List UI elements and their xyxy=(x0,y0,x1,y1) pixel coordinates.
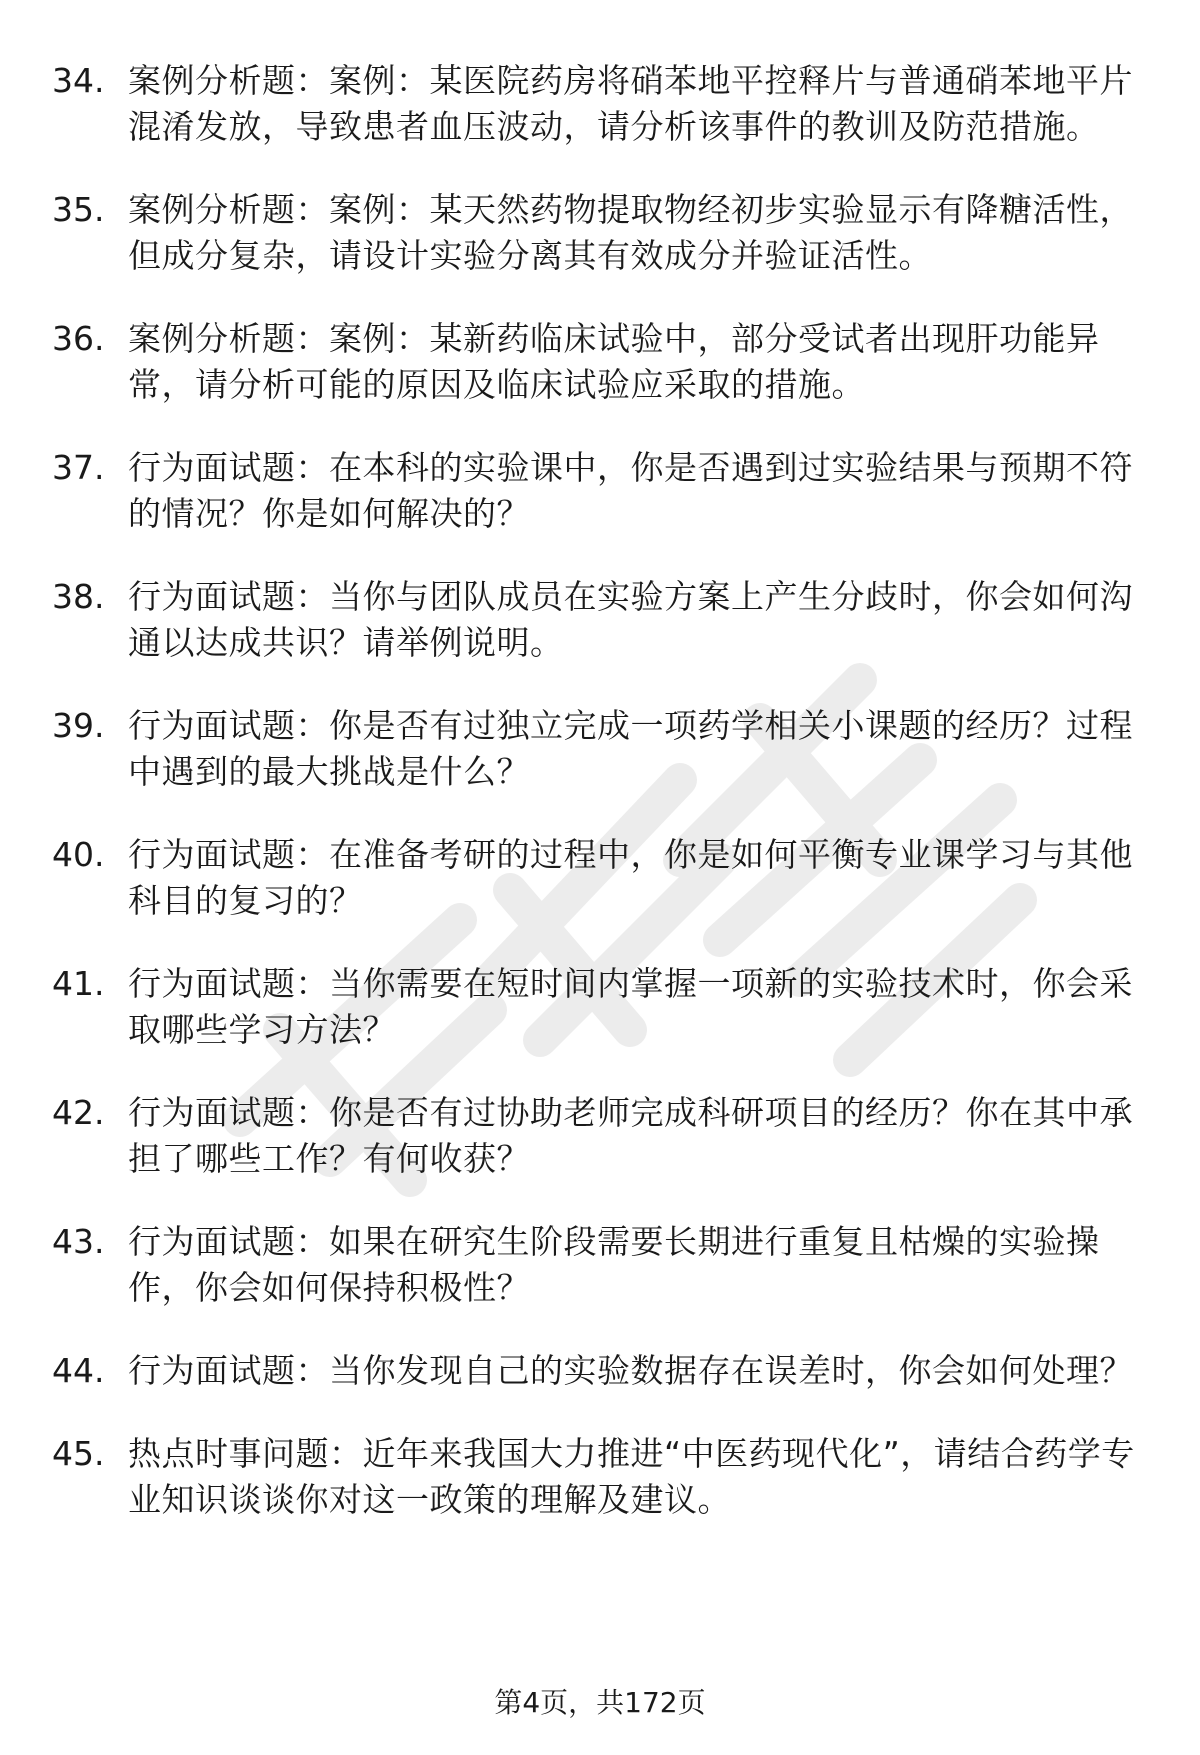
question-item xyxy=(52,1348,1152,1394)
question-text: 行为面试题：如果在研究生阶段需要长期进行重复且枯燥的实验操作，你会如何保持积极性？ xyxy=(128,1222,1100,1307)
question-number: 36. xyxy=(52,319,105,358)
question-number: 34. xyxy=(52,61,105,100)
question-text: 行为面试题：在本科的实验课中，你是否遇到过实验结果与预期不符的情况？你是如何解决的？ xyxy=(128,448,1133,533)
question-text: 行为面试题：当你与团队成员在实验方案上产生分歧时，你会如何沟通以达成共识？请举例说明。 xyxy=(128,577,1133,662)
question-item xyxy=(52,187,1152,279)
question-item xyxy=(52,832,1152,924)
question-text: 行为面试题：当你需要在短时间内掌握一项新的实验技术时，你会采取哪些学习方法？ xyxy=(128,964,1133,1049)
question-item xyxy=(52,445,1152,537)
question-text: 案例分析题：案例：某医院药房将硝苯地平控释片与普通硝苯地平片混淆发放，导致患者血压波动，请分析该事件的教训及防范措施。 xyxy=(128,61,1133,146)
question-number: 44. xyxy=(52,1351,105,1390)
question-item xyxy=(52,703,1152,795)
question-item xyxy=(52,961,1152,1053)
question-item xyxy=(52,1090,1152,1182)
question-number: 35. xyxy=(52,190,105,229)
question-item xyxy=(52,1219,1152,1311)
question-text: 案例分析题：案例：某天然药物提取物经初步实验显示有降糖活性，但成分复杂，请设计实验分离其有效成分并验证活性。 xyxy=(128,190,1133,275)
question-item xyxy=(52,1431,1152,1523)
question-list xyxy=(52,58,1152,1560)
question-text: 热点时事问题：近年来我国大力推进“中医药现代化”，请结合药学专业知识谈谈你对这一政策的理解及建议。 xyxy=(128,1434,1135,1519)
question-text: 行为面试题：你是否有过独立完成一项药学相关小课题的经历？过程中遇到的最大挑战是什么？ xyxy=(128,706,1133,791)
question-number: 42. xyxy=(52,1093,105,1132)
question-number: 45. xyxy=(52,1434,105,1473)
question-item xyxy=(52,58,1152,150)
question-number: 43. xyxy=(52,1222,105,1261)
question-text: 行为面试题：当你发现自己的实验数据存在误差时，你会如何处理？ xyxy=(128,1351,1133,1390)
question-number: 40. xyxy=(52,835,105,874)
question-text: 行为面试题：在准备考研的过程中，你是如何平衡专业课学习与其他科目的复习的？ xyxy=(128,835,1133,920)
question-text: 案例分析题：案例：某新药临床试验中，部分受试者出现肝功能异常，请分析可能的原因及临床试验应采取的措施。 xyxy=(128,319,1100,404)
question-number: 37. xyxy=(52,448,105,487)
question-number: 39. xyxy=(52,706,105,745)
question-item xyxy=(52,316,1152,408)
question-item xyxy=(52,574,1152,666)
question-text: 行为面试题：你是否有过协助老师完成科研项目的经历？你在其中承担了哪些工作？有何收获？ xyxy=(128,1093,1133,1178)
question-number: 38. xyxy=(52,577,105,616)
question-number: 41. xyxy=(52,964,105,1003)
page-footer: 第4页，共172页 xyxy=(494,1686,706,1719)
